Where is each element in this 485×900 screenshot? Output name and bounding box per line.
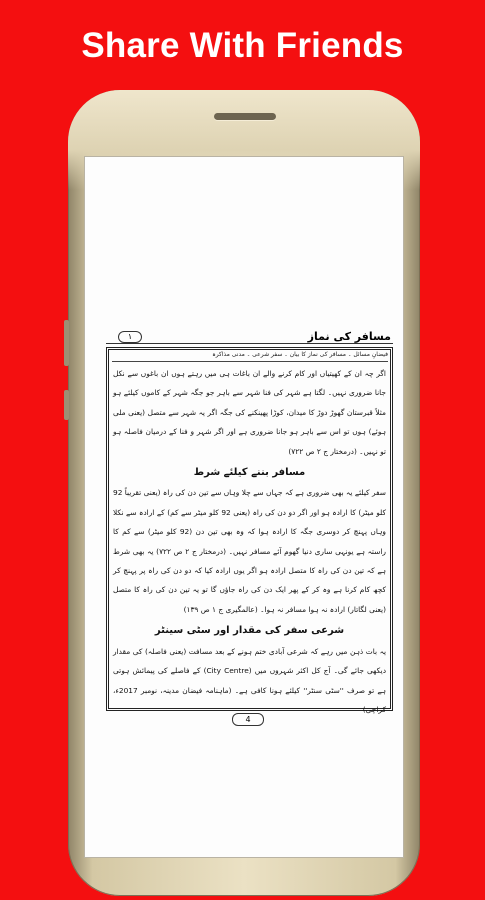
volume-button	[64, 320, 69, 366]
power-button	[64, 390, 69, 420]
paragraph-2: سفر کیلئے یہ بھی ضروری ہے کہ جہاں سے چلا وہاں سے تین دن کی راہ (یعنی تقریباً 92 کلو میٹر) کا ارادہ ہو اور اگر دو دن کی راہ (یعنی 92 کلو میٹر سے کم) کے ارادہ سے نکلا وہاں پہنچ کر دوسری جگہ کا ارادہ ہوا کہ وہ بھی تین دن (92 کلو میٹر) سے کم کا راستہ ہے یونہی ساری دنیا گھوم آئے مسافر نہیں۔ (درمختار ج ۲ ص ۷۲۲) یہ بھی شرط ہے کہ تین دن کی راہ کا متصل ارادہ ہو اگر یوں ارادہ کیا کہ دو دن کی راہ پر پہنچ کر کچھ کام کرنا ہے وہ کر کے پھر ایک دن کی راہ جاؤں گا تو یہ تین دن کی راہ کا متصل (یعنی لگاتار) ارادہ نہ ہوا مسافر نہ ہوا۔ (عالمگیری ج ۱ ص ۱۳۹)	[113, 488, 386, 614]
phone-mockup	[68, 90, 420, 896]
header-divider	[106, 343, 393, 344]
book-page[interactable]	[106, 330, 393, 730]
page-title: مسافر کی نماز	[307, 330, 391, 343]
paragraph-3: یہ بات ذہن میں رہے کہ شرعی آبادی ختم ہونے کے بعد مسافت (یعنی فاصلہ) کی مقدار دیکھی جائے گی۔ آج کل اکثر شہروں میں (City Centre) کے فاصلے کی پیمائش ہوتی ہے تو صرف ''سٹی سنٹر'' کیلئے ہونا کافی ہے۔ (ماہنامہ فیضان مدینہ، نومبر 2017ء، کراچی)	[113, 646, 387, 714]
headline: Share With Friends	[81, 26, 404, 65]
phone-screen[interactable]	[84, 156, 404, 858]
page-header	[106, 330, 393, 346]
page-frame	[106, 347, 393, 714]
reference-line: فیضانِ مسائل ۔ مسافر کی نماز کا بیان ۔ سفر شرعی ۔ مدنی مذاکرہ	[112, 351, 388, 362]
section-heading-2: شرعی سفر کی مقدار اور سٹی سینٹر	[154, 625, 345, 637]
paragraph-1: اگر چہ ان کے کھیتیاں اور کام کرنے والے ان باغات ہی میں رہتے ہوں ان باغوں سے نکل جانا ضروری نہیں۔ لگتا ہے شہر کی فنا شہر سے باہر جو جگہ شہر کے کاموں کیلئے ہو مثلاً قبرستان گھوڑ دوڑ کا میدان، کوڑا پھینکنے کی جگہ اگر یہ شہر سے متصل (یعنی ملی ہوئے) ہوں تو اس سے باہر ہو جانا ضروری ہے اور اگر شہر و فنا کے درمیان فاصلہ ہو تو نہیں۔ (درمختار ج ۲ ص ۷۲۲)	[113, 369, 386, 456]
header-badge: ۱	[118, 331, 142, 343]
speaker-grille-icon	[214, 113, 276, 120]
section-heading-1: مسافر بننے کیلئے شرط	[193, 467, 306, 479]
page-number: 4	[232, 713, 264, 726]
page-body	[113, 364, 386, 719]
